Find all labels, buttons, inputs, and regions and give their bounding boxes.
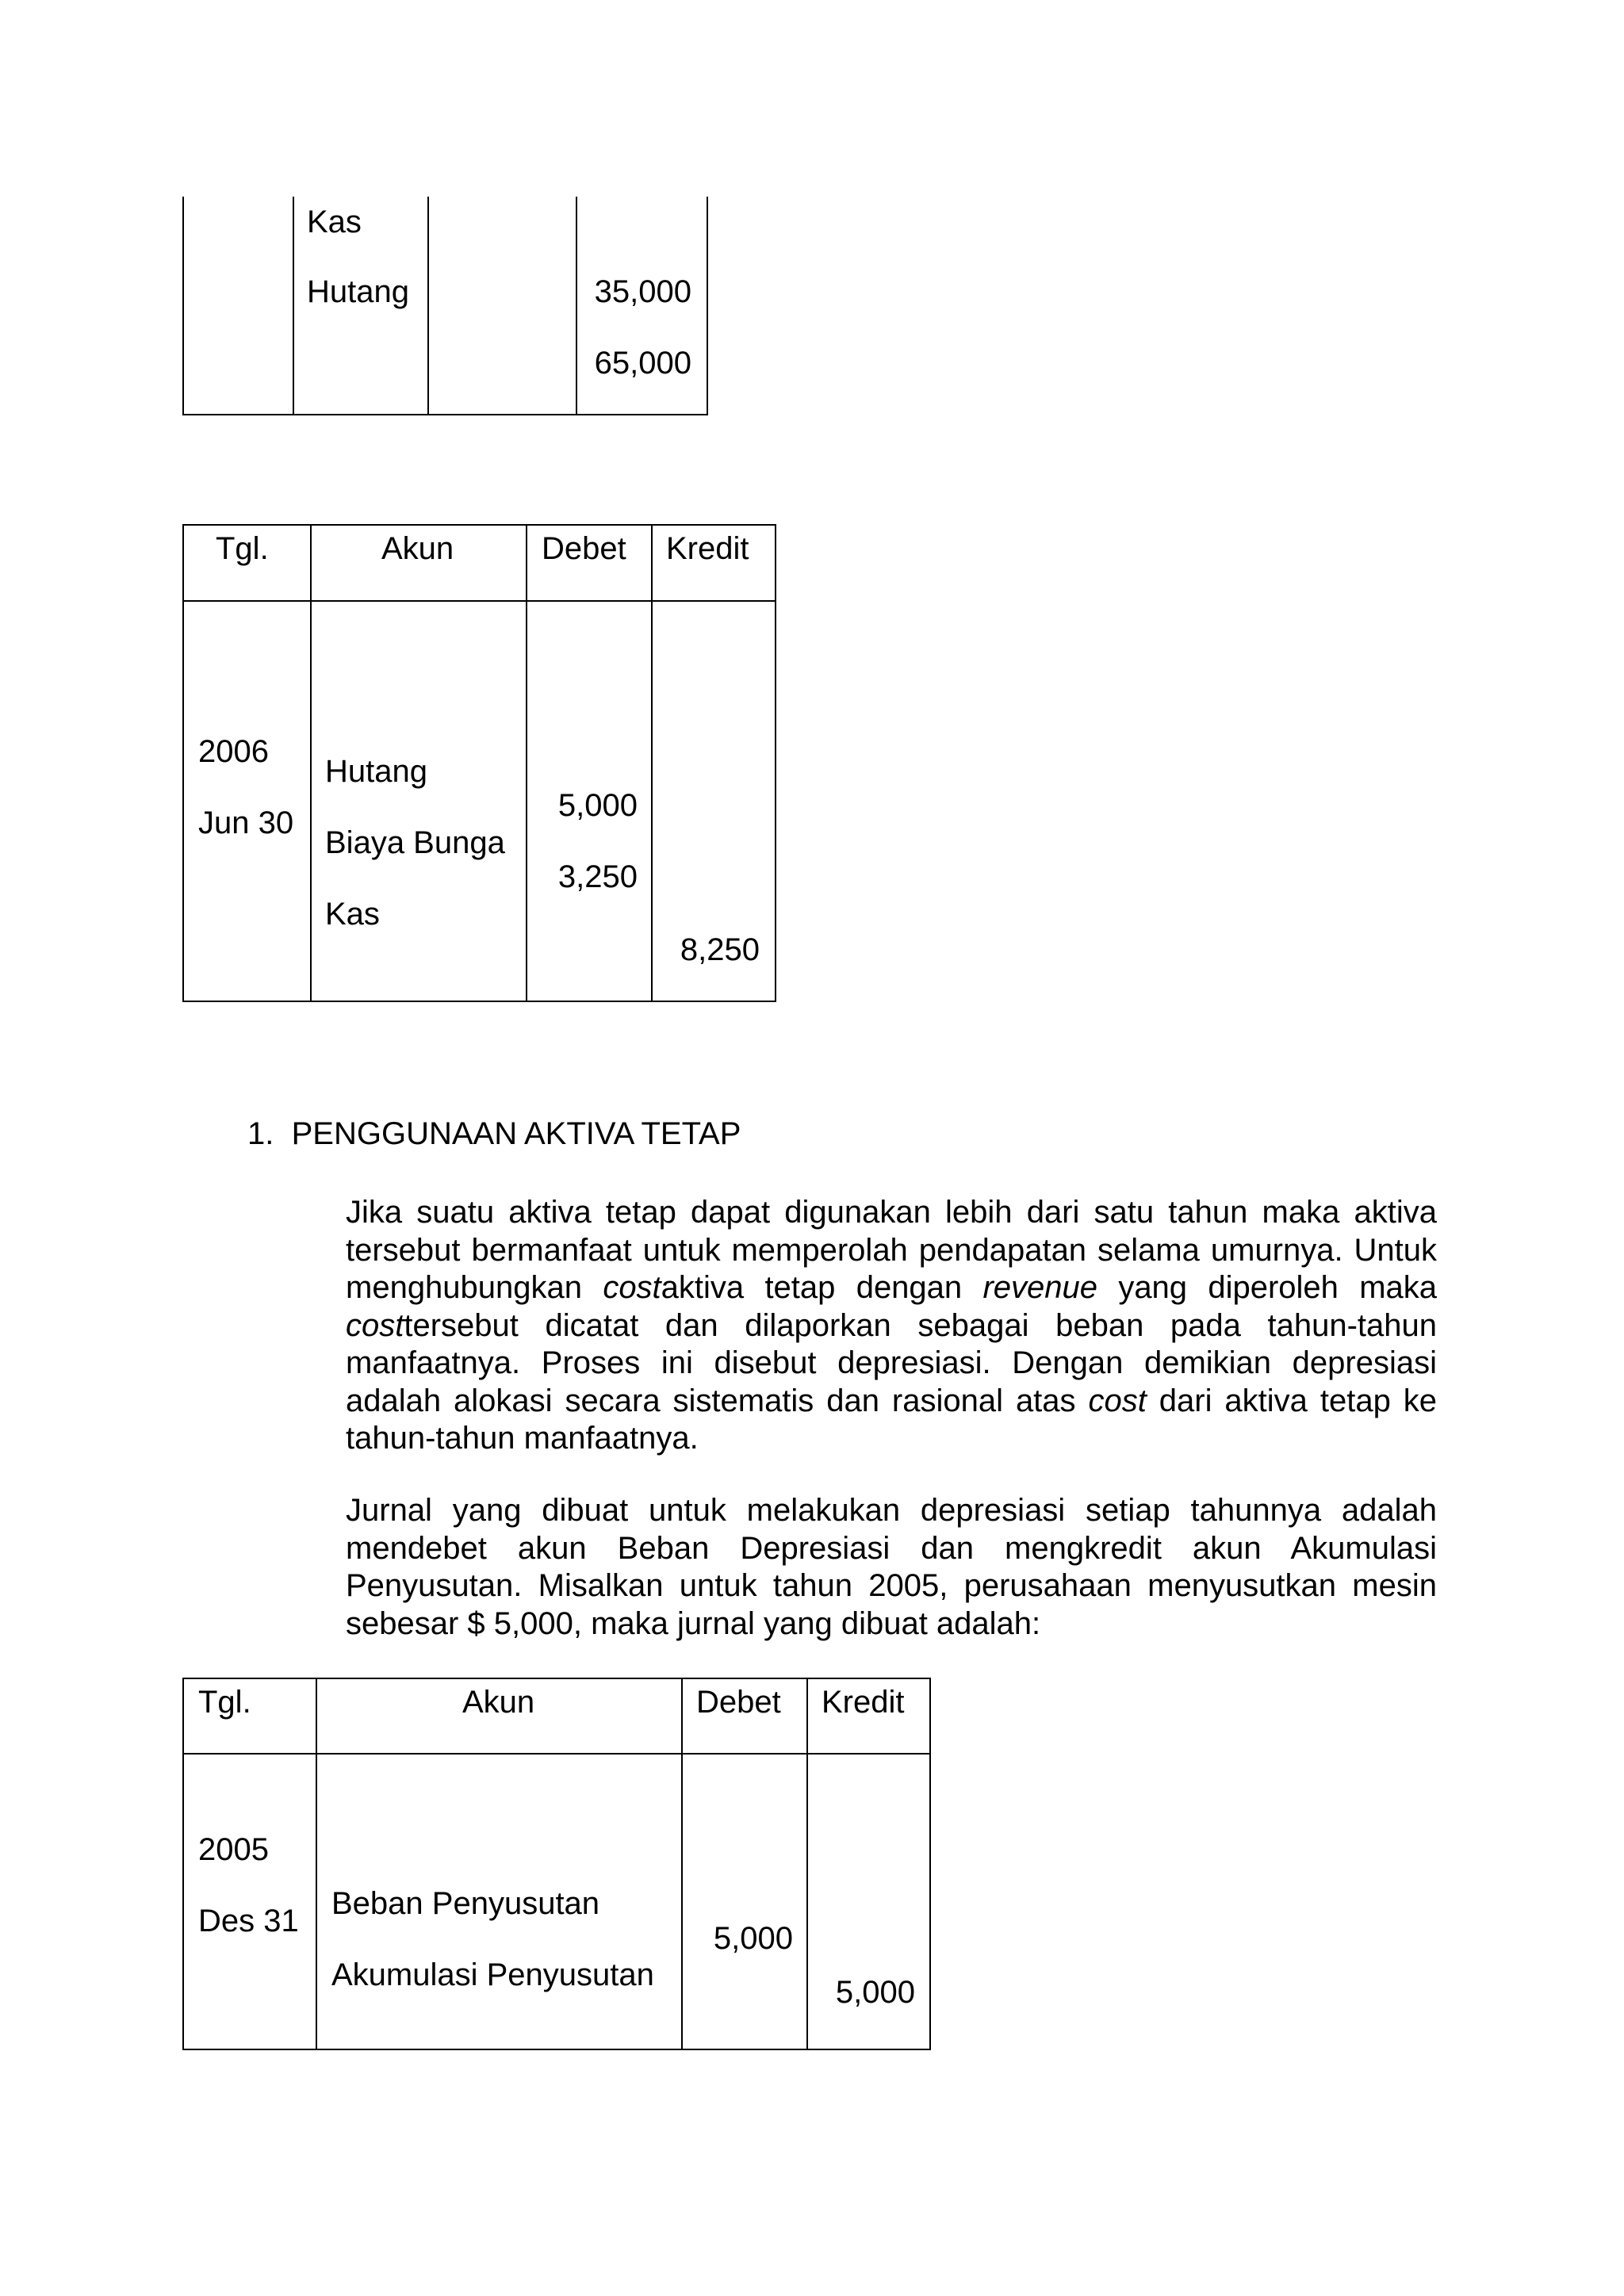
table-border xyxy=(293,197,294,415)
table-border xyxy=(775,524,776,1002)
account-cell: Kas xyxy=(307,205,362,239)
debit-cell: 3,250 xyxy=(557,859,638,894)
debit-cell: 5,000 xyxy=(557,788,638,823)
header-tgl: Tgl. xyxy=(216,531,269,566)
paragraph-depreciation-intro: Jika suatu aktiva tetap dapat digunakan lebih dari satu tahun maka aktiva tersebut bermanfaat untuk memperolah pendapatan selama umurnya. Untuk menghubungkan costaktiva tetap dengan revenue yang diperoleh maka costtersebut dicatat dan dilaporkan sebagai beban pada tahun-tahun manfaatnya. Proses ini disebut depresiasi. Dengan demikian depresiasi adalah alokasi secara sistematis dan rasional atas cost dari aktiva tetap ke tahun-tahun manfaatnya. xyxy=(346,1195,1438,1456)
account-cell: Hutang xyxy=(307,274,409,309)
credit-cell: 35,000 xyxy=(594,274,691,309)
header-debet: Debet xyxy=(542,531,626,566)
date-day: Jun 30 xyxy=(198,806,294,840)
credit-cell: 65,000 xyxy=(594,346,691,381)
table-border xyxy=(182,1678,931,1679)
date-year: 2006 xyxy=(198,734,269,769)
header-kredit: Kredit xyxy=(822,1685,905,1720)
section-title: PENGGUNAAN AKTIVA TETAP xyxy=(291,1116,741,1151)
account-cell: Biaya Bunga xyxy=(325,825,505,860)
header-akun: Akun xyxy=(381,531,454,566)
section-heading xyxy=(247,1118,741,1150)
table-border xyxy=(310,524,312,1002)
date-day: Des 31 xyxy=(198,1904,299,1938)
header-tgl: Tgl. xyxy=(198,1685,251,1720)
table-border xyxy=(182,197,184,415)
table-border xyxy=(182,2049,931,2050)
account-cell: Kas xyxy=(325,897,380,932)
header-debet: Debet xyxy=(696,1685,781,1720)
table-border xyxy=(427,197,429,415)
paragraph-depreciation-journal: Jurnal yang dibuat untuk melakukan depresiasi setiap tahunnya adalah mendebet akun Beban Depresiasi dan mengkredit akun Akumulasi Penyusutan. Misalkan untuk tahun 2005, perusahaan menyusutkan mesin sebesar $ 5,000, maka jurnal yang dibuat adalah: xyxy=(346,1493,1437,1641)
header-akun: Akun xyxy=(462,1685,535,1720)
account-cell: Akumulasi Penyusutan xyxy=(331,1957,654,1992)
table-border xyxy=(929,1678,931,2050)
table-border xyxy=(681,1678,683,2050)
table-border xyxy=(651,524,653,1002)
table-border xyxy=(182,600,776,602)
table-border xyxy=(806,1678,808,2050)
table-border xyxy=(182,1678,184,2050)
debit-cell: 5,000 xyxy=(713,1921,793,1956)
date-year: 2005 xyxy=(198,1832,269,1867)
table-border xyxy=(182,524,776,526)
account-cell: Beban Penyusutan xyxy=(331,1886,600,1921)
table-border xyxy=(182,524,184,1002)
table-border xyxy=(182,414,708,415)
table-border xyxy=(182,1753,931,1755)
table-border xyxy=(576,197,577,415)
table-border xyxy=(526,524,527,1002)
table-border xyxy=(316,1678,317,2050)
credit-cell: 8,250 xyxy=(680,932,760,967)
credit-cell: 5,000 xyxy=(835,1975,915,2010)
header-kredit: Kredit xyxy=(666,531,749,566)
table-border xyxy=(707,197,708,415)
account-cell: Hutang xyxy=(325,754,427,789)
table-border xyxy=(182,1001,776,1002)
section-number: 1. xyxy=(247,1116,274,1151)
